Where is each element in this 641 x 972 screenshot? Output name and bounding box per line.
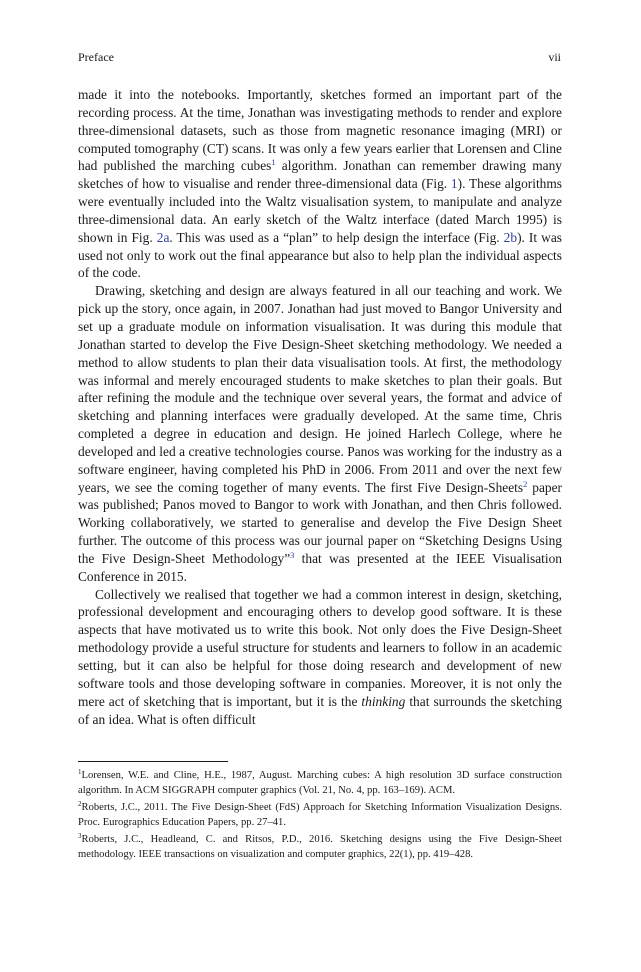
text-run: Drawing, sketching and design are always featured in all our teaching and work. We pick up the story, once again, in 2007. Jonathan had just moved to Bangor University and set up a graduate module on information visualisation. It was during this module that Jonathan started to develop the Five Design-Sheet sketching methodology. We needed a method to allow students to plan their data visualisation tools. At first, the methodology was informal and merely encouraged students to make sketches to plan their goals. But after refining the module and the technique over several years, the format and advice of sketching and planning interfaces were gradually developed. At the same time, Chris completed a degree in education and design. He joined Harlech College, where he developed and led a creative technologies course. Panos was working for the industry as a software engineer, having completed his PhD in 2006. From 2011 and over the next few years, we see the coming together of many events. The first Five Design-Sheets	[78, 283, 562, 495]
footnote-ref-1[interactable]: 1	[271, 157, 276, 168]
text-run: that was presented at the IEEE Visualisation Conference in 2015.	[78, 550, 562, 584]
running-header	[78, 50, 561, 65]
footnote-number: 3	[78, 832, 82, 840]
figure-ref-2b[interactable]: 2b	[503, 229, 518, 245]
paragraph-3	[78, 586, 562, 729]
header-section-title: Preface	[78, 50, 114, 64]
footnote-text: Lorensen, W.E. and Cline, H.E., 1987, August. Marching cubes: A high resolution 3D surface construction algorithm. In ACM SIGGRAPH computer graphics (Vol. 21, No. 4, pp. 163–169). ACM.	[78, 770, 562, 796]
footnote-separator	[78, 761, 228, 762]
footnote-ref-3[interactable]: 3	[290, 549, 295, 560]
paragraph-1	[78, 86, 562, 282]
body-text	[78, 86, 562, 728]
figure-ref-1[interactable]: 1	[450, 176, 458, 192]
text-run: . This was used as a “plan” to help design the interface (Fig.	[169, 229, 504, 245]
emphasis-thinking: thinking	[361, 693, 406, 709]
page-number: vii	[548, 50, 561, 64]
footnote-text: Roberts, J.C., Headleand, C. and Ritsos, P.D., 2016. Sketching designs using the Five Design-Sheet methodology. IEEE transactions on visualization and computer graphics, 22(1), pp. 419–428.	[78, 834, 562, 860]
footnote-1	[78, 768, 562, 798]
footnote-number: 1	[78, 768, 82, 776]
text-run: paper was published; Panos moved to Bangor to work with Jonathan, and then Chris followed. Working collaboratively, we started to generalise and develop the Five Design Sheet further. The outcome of this process was our journal paper on “Sketching Designs Using the Five Design-Sheet Methodology”	[78, 479, 562, 566]
footnote-number: 2	[78, 800, 82, 808]
footnote-2	[78, 800, 562, 830]
text-run: Collectively we realised that together we had a common interest in design, sketching, professional development and encouraging others to develop good software. It is these aspects that have motivated us to write this book. Not only does the Five Design-Sheet methodology provide a useful structure for students and learners to follow in an academic setting, but it can also be helpful for those doing research and development of new software tools and those developing software in companies. Moreover, it is not only the mere act of sketching that is important, but it is the	[78, 586, 562, 709]
footnote-ref-2[interactable]: 2	[523, 478, 528, 489]
footnote-3	[78, 832, 562, 862]
figure-ref-2a[interactable]: 2a	[156, 229, 170, 245]
footnote-text: Roberts, J.C., 2011. The Five Design-Sheet (FdS) Approach for Sketching Information Visualization Designs. Proc. Eurographics Education Papers, pp. 27–41.	[78, 802, 562, 828]
paragraph-2	[78, 282, 562, 585]
text-run: made it into the notebooks. Importantly, sketches formed an important part of the recording process. At the time, Jonathan was investigating methods to render and explore three-dimensional datasets, such as those from magnetic resonance imaging (MRI) or computed tomography (CT) scans. It was only a few years earlier that Lorensen and Cline had published the marching cubes	[78, 87, 562, 174]
text-run: ). These algorithms were eventually included into the Waltz visualisation system, to manipulate and analyze three-dimensional data. An early sketch of the Waltz interface (dated March 1995) is shown in Fig.	[78, 176, 562, 245]
text-run: algorithm. Jonathan can remember drawing many sketches of how to visualise and render three-dimensional data (Fig.	[78, 158, 562, 192]
footnotes	[78, 768, 562, 864]
text-run: ). It was used not only to work out the final appearance but also to help plan the individual aspects of the code.	[78, 229, 562, 281]
text-run: that surrounds the sketching of an idea. What is often difficult	[78, 693, 562, 727]
